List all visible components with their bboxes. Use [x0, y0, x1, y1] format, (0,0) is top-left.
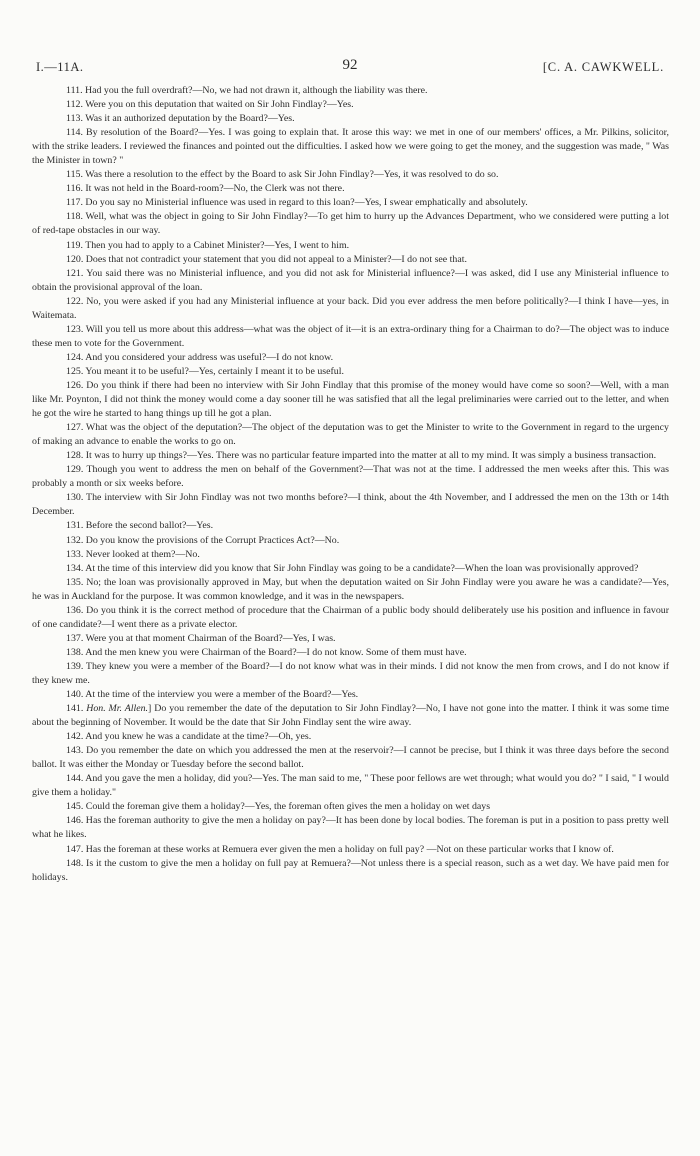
- page-header: [36, 57, 664, 80]
- paragraph-132: 132. Do you know the provisions of the Corrupt Practices Act?—No.: [66, 534, 340, 546]
- paragraph-126: 126. Do you think if there had been no interview with Sir John Findlay that this promise of the money would have come so soon?—Well, with a man like Mr. Poynton, I did not think the money would come a day sooner till he was satisfied that all the legal preliminaries were carried out to the letter, and when he got the wire he started to hang things up till he got a plan.: [32, 379, 669, 420]
- paragraph-141-text: Do you remember the date of the deputation to Sir John Findlay?—No, I have not gone into the matter. I think it was some time about the beginning of November. It would be the date that Sir John Findlay sent the wire away.: [32, 703, 670, 729]
- paragraph-135: 135. No; the loan was provisionally approved in May, but when the deputation waited on Sir John Findlay were you aware he was a candidate?—Yes, he was in Auckland for the purpose. It was common knowledge, and it was in the newspapers.: [32, 576, 669, 602]
- paragraph-117: 117. Do you say no Ministerial influence was used in regard to this loan?—Yes, I swear emphatically and absolutely.: [66, 197, 528, 209]
- evidence-body: [32, 84, 669, 885]
- paragraph-121: 121. You said there was no Ministerial influence, and you did not ask for Ministerial influence?—I was asked, did I use any Ministerial influence to obtain the provisional approval of the loan.: [32, 267, 669, 293]
- speaker-name: Hon. Mr. Allen.: [86, 703, 149, 715]
- paragraph-148: 148. Is it the custom to give the men a holiday on full pay at Remuera?—Not unless there is a special reason, such as a wet day. We have paid men for holidays.: [32, 857, 669, 883]
- paragraph-129: 129. Though you went to address the men on behalf of the Government?—That was not at the time. I addressed the men weeks after this. This was probably a month or six weeks before.: [32, 464, 669, 490]
- paragraph-141: 141. Hon. Mr. Allen.] Do you remember the date of the deputation to Sir John Findlay?—No, I have not gone into the matter. I think it was some time about the beginning of November. It would be the date that Sir John Findlay sent the wire away.: [32, 703, 670, 729]
- paragraph-119: 119. Then you had to apply to a Cabinet Minister?—Yes, I went to him.: [66, 239, 350, 251]
- paragraph-143: 143. Do you remember the date on which you addressed the men at the reservoir?—I cannot be precise, but I think it was three days before the second ballot. It was either the Monday or Tuesday before the second ballot.: [32, 745, 669, 771]
- paragraph-127: 127. What was the object of the deputation?—The object of the deputation was to get the Minister to write to the Government in regard to the urgency of making an advance to enable the works to go on.: [32, 422, 669, 448]
- paragraph-137: 137. Were you at that moment Chairman of the Board?—Yes, I was.: [66, 632, 336, 644]
- page-number: 92: [342, 57, 358, 73]
- paragraph-123: 123. Will you tell us more about this address—what was the object of it—it is an extra-ordinary thing for a Chairman to do?—The object was to induce these men to vote for the Government.: [32, 323, 669, 349]
- paragraph-147: 147. Has the foreman at these works at Remuera ever given the men a holiday on full pay? —Not on these particular works that I know of.: [66, 843, 614, 855]
- paragraph-114: 114. By resolution of the Board?—Yes. I was going to explain that. It arose this way: we met in one of our members' offices, a Mr. Pilkins, solicitor, with the strike leaders. I reviewed the finances and pointed out the difficulties. I asked how we were going to get the money, and the suggestion was made, " Was the Minister in town? ": [32, 127, 669, 167]
- paragraph-118: 118. Well, what was the object in going to Sir John Findlay?—To get him to hurry up the Advances Department, who we considered were putting a lot of red-tape obstacles in our way.: [32, 211, 669, 237]
- paragraph-133: 133. Never looked at them?—No.: [66, 548, 200, 560]
- paragraph-113: 113. Was it an authorized deputation by the Board?—Yes.: [66, 113, 295, 125]
- paragraph-141-number: 141.: [66, 703, 84, 715]
- paragraph-144: 144. And you gave the men a holiday, did you?—Yes. The man said to me, " These poor fellows are wet through; what would you do? " I said, " I would give them a holiday.": [32, 773, 669, 799]
- paragraph-140: 140. At the time of the interview you were a member of the Board?—Yes.: [66, 689, 359, 701]
- paragraph-112: 112. Were you on this deputation that waited on Sir John Findlay?—Yes.: [66, 99, 354, 111]
- paragraph-111: 111. Had you the full overdraft?—No, we had not drawn it, although the liability was there.: [66, 85, 428, 96]
- witness-name: [C. A. CAWKWELL.: [542, 60, 664, 74]
- paragraph-115: 115. Was there a resolution to the effect by the Board to ask Sir John Findlay?—Yes, it was resolved to do so.: [66, 169, 499, 181]
- paragraph-136: 136. Do you think it is the correct method of procedure that the Chairman of a public body should deliberately use his position and influence in favour of one candidate?—I went there as a private elector.: [32, 604, 669, 630]
- paragraph-139: 139. They knew you were a member of the Board?—I do not know what was in their minds. I did not know the men from crows, and I do not know if they knew me.: [32, 660, 669, 686]
- paragraph-131: 131. Before the second ballot?—Yes.: [66, 520, 214, 532]
- paragraph-120: 120. Does that not contradict your statement that you did not appeal to a Minister?—I do not see that.: [66, 253, 467, 265]
- paragraph-130: 130. The interview with Sir John Findlay was not two months before?—I think, about the 4th November, and I addressed the men on the 13th or 14th December.: [32, 492, 669, 518]
- paragraph-116: 116. It was not held in the Board-room?—No, the Clerk was not there.: [66, 183, 345, 195]
- paragraph-138: 138. And the men knew you were Chairman of the Board?—I do not know. Some of them must have.: [66, 646, 467, 658]
- paragraph-124: 124. And you considered your address was useful?—I do not know.: [66, 351, 334, 363]
- paragraph-134: 134. At the time of this interview did you know that Sir John Findlay was going to be a candidate?—When the loan was provisionally approved?: [66, 562, 639, 574]
- paragraph-142: 142. And you knew he was a candidate at the time?—Oh, yes.: [66, 731, 312, 743]
- paragraph-125: 125. You meant it to be useful?—Yes, certainly I meant it to be useful.: [66, 365, 344, 377]
- paragraph-128: 128. It was to hurry up things?—Yes. There was no particular feature imparted into the matter at all to my mind. It was simply a business transaction.: [66, 450, 657, 462]
- paragraph-146: 146. Has the foreman authority to give the men a holiday on pay?—It has been done by local bodies. The foreman is put in a position to pass pretty well what he likes.: [32, 815, 669, 841]
- document-reference: I.—11A.: [36, 60, 84, 74]
- paragraph-122: 122. No, you were asked if you had any Ministerial influence at your back. Did you ever address the men before politically?—I think I have—yes, in Waitemata.: [32, 295, 669, 321]
- paragraph-145: 145. Could the foreman give them a holiday?—Yes, the foreman often gives the men a holiday on wet days: [66, 801, 491, 813]
